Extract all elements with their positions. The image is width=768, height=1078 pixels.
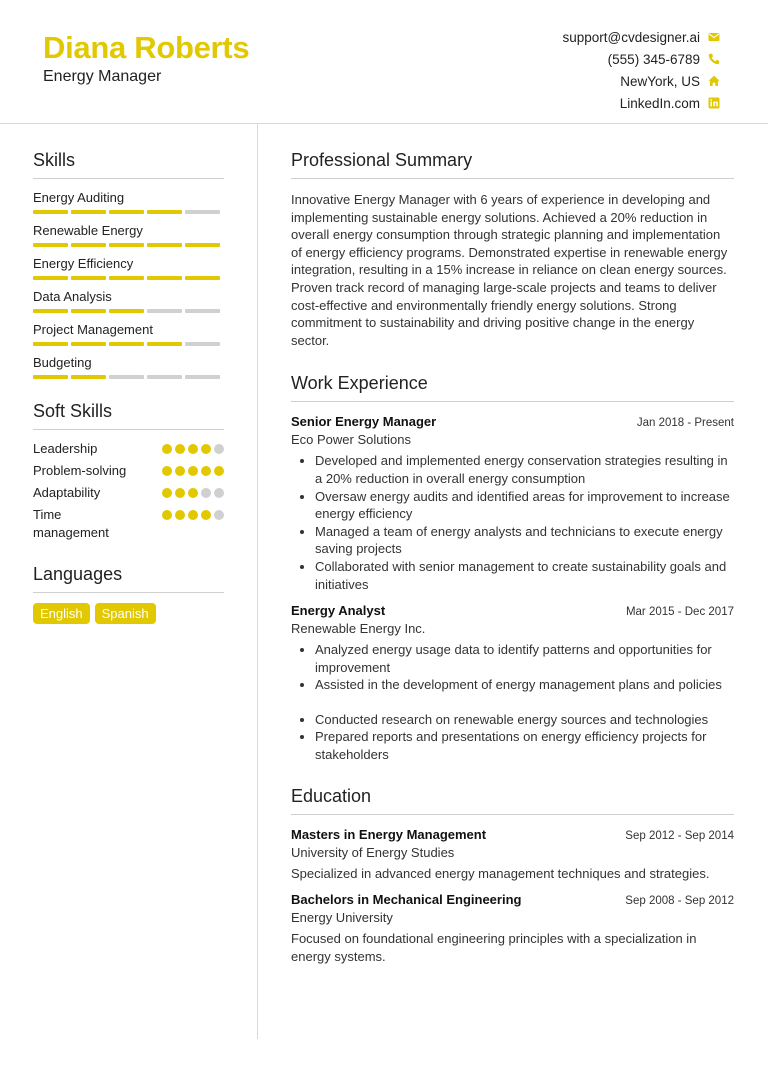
- school-name: Energy University: [291, 910, 393, 926]
- skill-level-bar: [33, 243, 224, 247]
- skill-level-segment-filled: [147, 276, 182, 280]
- experience-heading: Work Experience: [291, 373, 734, 402]
- rating-dot-filled: [162, 510, 172, 520]
- soft-skill-name: Problem-solving: [33, 463, 127, 478]
- contact-phone-text: (555) 345-6789: [607, 51, 700, 67]
- skill-level-segment-filled: [109, 210, 144, 214]
- education-entry: [291, 827, 734, 883]
- job-bullet: • Managed a team of energy analysts and technicians to execute energy saving projects: [315, 523, 734, 558]
- skill-level-segment-filled: [71, 243, 106, 247]
- education-description: Specialized in advanced energy management techniques and strategies.: [291, 865, 710, 881]
- skill-level-segment-filled: [147, 342, 182, 346]
- soft-skills-list: [33, 440, 224, 542]
- rating-dot-empty: [214, 444, 224, 454]
- job-entry: [291, 603, 734, 764]
- job-bullet: • Oversaw energy audits and identified areas for improvement to increase energy efficiency: [315, 488, 734, 523]
- job-date: Jan 2018 - Present: [636, 417, 734, 430]
- skill-level-segment-filled: [109, 309, 144, 313]
- skill-level-segment-filled: [185, 276, 220, 280]
- rating-dot-filled: [188, 488, 198, 498]
- candidate-name: Diana Roberts: [43, 30, 250, 65]
- phone-icon: [708, 53, 720, 65]
- education-description: Focused on foundational engineering principles with a specialization in energy systems.: [291, 931, 697, 964]
- job-date: Mar 2015 - Dec 2017: [625, 606, 734, 619]
- job-bullet: • Developed and implemented energy conservation strategies resulting in a 20% reduction in overall energy consumption: [315, 452, 734, 487]
- rating-dot-filled: [175, 466, 185, 476]
- skill-level-segment-empty: [185, 210, 220, 214]
- skill-name: Project Management: [33, 322, 153, 337]
- rating-dot-filled: [162, 488, 172, 498]
- skill-level-segment-empty: [147, 375, 182, 379]
- contact-list: [562, 26, 720, 114]
- education-heading: Education: [291, 786, 734, 815]
- rating-dot-empty: [214, 510, 224, 520]
- skill-item: [33, 255, 224, 280]
- rating-dot-filled: [188, 444, 198, 454]
- skill-level-segment-empty: [147, 309, 182, 313]
- rating-dot-filled: [201, 510, 211, 520]
- skill-name: Energy Auditing: [33, 190, 125, 205]
- skill-level-bar: [33, 375, 224, 379]
- job-entry: [291, 414, 734, 593]
- skill-level-segment-empty: [109, 375, 144, 379]
- soft-skill-item: [33, 484, 224, 502]
- skill-level-segment-empty: [185, 309, 220, 313]
- skill-level-segment-filled: [109, 276, 144, 280]
- education-date: Sep 2008 - Sep 2012: [625, 895, 734, 908]
- skill-name: Renewable Energy: [33, 223, 143, 238]
- skill-level-segment-filled: [109, 243, 144, 247]
- soft-skill-name: Adaptability: [33, 485, 101, 500]
- skill-name: Energy Efficiency: [33, 256, 134, 271]
- contact-location-text: NewYork, US: [620, 73, 700, 89]
- skill-name: Data Analysis: [33, 289, 112, 304]
- soft-skill-name: Time management: [33, 507, 109, 540]
- skill-level-bar: [33, 210, 224, 214]
- skill-level-segment-filled: [71, 342, 106, 346]
- skill-level-segment-filled: [33, 342, 68, 346]
- skill-item: [33, 354, 224, 379]
- skill-level-segment-empty: [185, 342, 220, 346]
- contact-location: [562, 70, 720, 92]
- rating-dot-filled: [175, 444, 185, 454]
- contact-linkedin-text: LinkedIn.com: [619, 95, 700, 111]
- skill-level-segment-filled: [185, 243, 220, 247]
- education-date: Sep 2012 - Sep 2014: [625, 829, 734, 842]
- skill-level-segment-filled: [71, 309, 106, 313]
- skill-level-bar: [33, 276, 224, 280]
- skill-level-bar: [33, 342, 224, 346]
- soft-skill-item: [33, 506, 224, 542]
- skill-level-segment-filled: [33, 375, 68, 379]
- skills-list: [33, 189, 224, 379]
- skill-level-segment-filled: [33, 210, 68, 214]
- rating-dot-filled: [162, 444, 172, 454]
- job-company: Eco Power Solutions: [291, 432, 411, 448]
- envelope-icon: [708, 31, 720, 43]
- skill-level-segment-filled: [71, 276, 106, 280]
- soft-skill-rating: [162, 466, 224, 476]
- rating-dot-filled: [214, 466, 224, 476]
- skill-level-segment-filled: [71, 375, 106, 379]
- skill-level-segment-filled: [109, 342, 144, 346]
- column-divider: [257, 124, 258, 1039]
- resume-header: [0, 0, 768, 124]
- candidate-title: Energy Manager: [43, 68, 162, 85]
- skill-level-segment-empty: [185, 375, 220, 379]
- languages-heading: Languages: [33, 564, 224, 593]
- right-column: [291, 150, 734, 965]
- job-bullets: [291, 452, 734, 593]
- rating-dot-empty: [201, 488, 211, 498]
- left-column: [33, 150, 224, 624]
- rating-dot-filled: [201, 466, 211, 476]
- soft-skill-item: [33, 462, 224, 480]
- rating-dot-filled: [175, 510, 185, 520]
- skill-level-segment-filled: [147, 243, 182, 247]
- linkedin-icon: [708, 97, 720, 109]
- soft-skill-rating: [162, 510, 224, 520]
- soft-skill-rating: [162, 488, 224, 498]
- education-entry: [291, 892, 734, 965]
- skill-level-segment-filled: [33, 309, 68, 313]
- home-icon: [708, 75, 720, 87]
- job-bullet: • Conducted research on renewable energy sources and technologies: [315, 711, 734, 729]
- summary-heading: Professional Summary: [291, 150, 734, 179]
- language-tags: [33, 603, 224, 624]
- skill-name: Budgeting: [33, 355, 92, 370]
- skills-heading: Skills: [33, 150, 224, 179]
- rating-dot-filled: [162, 466, 172, 476]
- soft-skill-rating: [162, 444, 224, 454]
- contact-phone[interactable]: [562, 48, 720, 70]
- rating-dot-filled: [188, 466, 198, 476]
- language-tag: English: [33, 603, 90, 624]
- soft-skill-name: Leadership: [33, 441, 98, 456]
- rating-dot-filled: [201, 444, 211, 454]
- skill-item: [33, 288, 224, 313]
- rating-dot-filled: [175, 488, 185, 498]
- contact-email-text: support@cvdesigner.ai: [562, 29, 700, 45]
- rating-dot-filled: [188, 510, 198, 520]
- summary-text: Innovative Energy Manager with 6 years of experience in developing and implementing sustainable energy solutions. Achieved a 20% reduction in overall energy consumption through strategic planning and implementation of energy efficiency programs. Demonstrated expertise in renewable energy integration, resulting in a 15% increase in reliance on clean energy sources. Proven track record of managing large-scale projects and teams to deliver cost-effective and environmentally friendly energy solutions. Strong commitment to sustainability and driving positive change in the energy sector.: [291, 192, 728, 348]
- skill-level-segment-filled: [71, 210, 106, 214]
- skill-level-segment-filled: [33, 243, 68, 247]
- skill-level-segment-filled: [147, 210, 182, 214]
- language-tag: Spanish: [95, 603, 156, 624]
- rating-dot-empty: [214, 488, 224, 498]
- job-bullet: • Prepared reports and presentations on energy efficiency projects for stakeholders: [315, 728, 734, 763]
- soft-skills-heading: Soft Skills: [33, 401, 224, 430]
- job-bullets: [291, 641, 734, 764]
- job-company: Renewable Energy Inc.: [291, 621, 426, 637]
- school-name: University of Energy Studies: [291, 844, 455, 860]
- job-title: Energy Analyst: [291, 603, 386, 619]
- job-title: Senior Energy Manager: [291, 414, 437, 430]
- degree-title: Bachelors in Mechanical Engineering: [291, 892, 522, 908]
- skill-item: [33, 321, 224, 346]
- skill-level-bar: [33, 309, 224, 313]
- job-bullet: • Collaborated with senior management to create sustainability goals and initiatives: [315, 558, 734, 593]
- contact-email[interactable]: [562, 26, 720, 48]
- job-bullet: • Analyzed energy usage data to identify patterns and opportunities for improvement: [315, 641, 734, 676]
- skill-item: [33, 189, 224, 214]
- skill-item: [33, 222, 224, 247]
- job-bullet: • Assisted in the development of energy management plans and policies: [315, 676, 734, 694]
- contact-linkedin[interactable]: [562, 92, 720, 114]
- skill-level-segment-filled: [33, 276, 68, 280]
- soft-skill-item: [33, 440, 224, 458]
- degree-title: Masters in Energy Management: [291, 826, 487, 842]
